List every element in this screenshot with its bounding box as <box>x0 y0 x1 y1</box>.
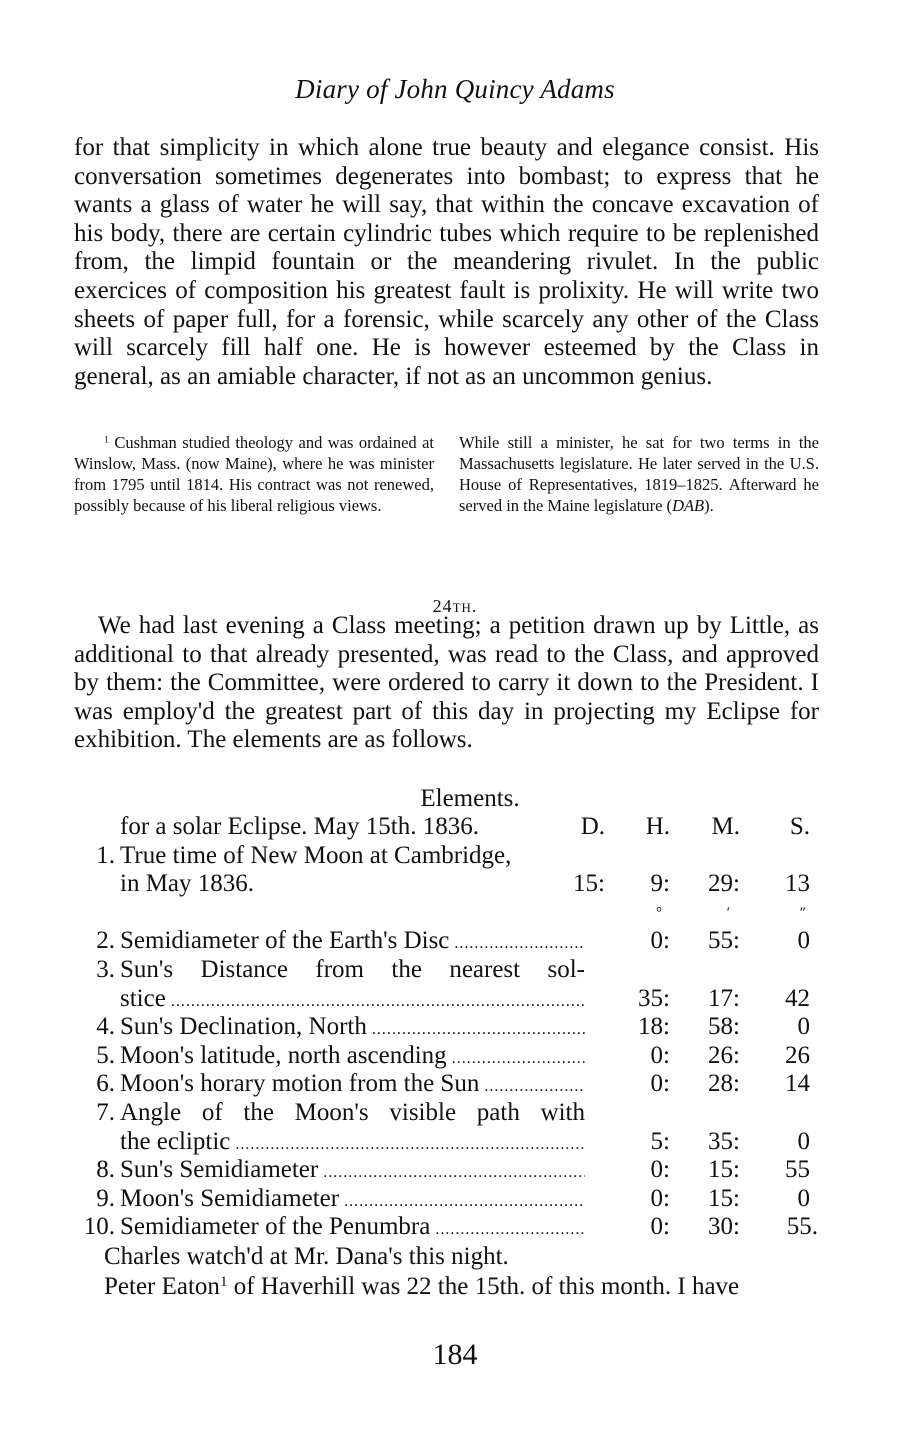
column-header-s: S. <box>789 813 810 840</box>
row-number: 8. <box>96 1156 115 1184</box>
table-row <box>0 842 910 871</box>
table-row <box>0 956 910 985</box>
row-number: 7. <box>96 1098 115 1126</box>
elements-title: Elements. <box>420 785 520 812</box>
table-subtitle: for a solar Eclipse. May 15th. 1836. <box>120 813 479 840</box>
row-number: 2. <box>96 927 115 955</box>
footnote-right-column <box>459 432 819 516</box>
degree-mark: ° <box>656 904 662 921</box>
row-number: 6. <box>96 1070 115 1098</box>
column-header-d: D. <box>580 813 605 840</box>
value-m: 55: <box>708 927 740 955</box>
table-row-continued <box>0 1128 910 1157</box>
value-s: 0 <box>797 1013 810 1041</box>
closing-line-1: Charles watch'd at Mr. Dana's this night. <box>104 1243 509 1270</box>
value-m: 35: <box>708 1127 740 1155</box>
row-label: the ecliptic ..... <box>120 1128 585 1160</box>
value-h: 0: <box>650 927 670 955</box>
table-row-continued <box>0 985 910 1014</box>
footnote-citation: DAB <box>672 496 705 515</box>
row-label: Sun's Declination, North ..... <box>120 1013 585 1045</box>
value-s: 0 <box>797 1127 810 1155</box>
entry-paragraph-text: We had last evening a Class meeting; a petition drawn up by Little, as additional to that already presented, was read to the Class, and approved by them: the Committee, were ordered to carry it down to the President. I was employ'd the greatest part of this day in projecting my Eclipse for exhibition. The elements are as follows. <box>74 612 819 754</box>
row-number: 4. <box>96 1013 115 1041</box>
value-m: 28: <box>708 1070 740 1098</box>
table-row <box>0 1042 910 1071</box>
value-m: 15: <box>708 1184 740 1212</box>
value-s: 55 <box>785 1156 810 1184</box>
row-label: in May 1836. <box>120 870 255 898</box>
closing-text <box>104 1242 819 1302</box>
value-h: 9: <box>650 870 670 898</box>
elements-table <box>0 813 910 1242</box>
row-label: Semidiameter of the Earth's Disc ..... <box>120 927 585 959</box>
value-m: 29: <box>708 870 740 898</box>
table-row <box>0 1013 910 1042</box>
row-number: 1. <box>96 841 115 869</box>
table-row <box>0 927 910 956</box>
closing-line-2 <box>104 1272 819 1302</box>
table-row-continued <box>0 870 910 899</box>
entry-date-heading: 24th. <box>432 596 478 616</box>
footnote-left-column <box>74 432 434 516</box>
row-number: 10. <box>83 1213 115 1241</box>
closing-line-2-end: of Haverhill was 22 the 15th. of this month. I have <box>227 1273 740 1300</box>
value-h: 0: <box>650 1213 670 1241</box>
value-h: 5: <box>650 1127 670 1155</box>
body-paragraph <box>74 134 819 391</box>
value-h: 0: <box>650 1070 670 1098</box>
footnote-left-text: Cushman studied theology and was ordained at Winslow, Mass. (now Maine), where he was minister from 1795 until 1814. His contract was not renewed, possibly because of his liberal religious views. <box>74 433 435 515</box>
row-label: Moon's horary motion from the Sun ..... <box>120 1070 585 1102</box>
closing-line-2-start: Peter Eaton <box>104 1273 220 1300</box>
table-row <box>0 1213 910 1242</box>
value-h: 35: <box>638 984 670 1012</box>
unit-marks-row <box>0 899 910 928</box>
footnote-right-end: ). <box>704 496 714 515</box>
footnote <box>74 432 819 516</box>
entry-paragraph <box>74 612 819 755</box>
row-label: Moon's latitude, north ascending ..... <box>120 1042 585 1074</box>
footnote-marker: 1 <box>104 434 109 446</box>
value-m: 30: <box>708 1213 740 1241</box>
row-label: Sun's Distance from the nearest sol- <box>120 955 585 983</box>
table-header-row <box>0 813 910 842</box>
row-label: Angle of the Moon's visible path with <box>120 1098 585 1126</box>
value-m: 15: <box>708 1156 740 1184</box>
row-label: Moon's Semidiameter ..... <box>120 1185 585 1217</box>
value-s: 55. <box>786 1213 818 1241</box>
value-h: 0: <box>650 1041 670 1069</box>
value-s: 14 <box>785 1070 810 1098</box>
body-paragraph-text: for that simplicity in which alone true beauty and elegance consist. His conversation sometimes degenerates into bombast; to express that he wants a glass of water he will say, that within the concave excavation of his body, there are certain cylindric tubes which require to be replenished from, the limpid fountain or the meandering rivulet. In the public exercices of composition his greatest fault is prolixity. He will write two sheets of paper full, for a forensic, while scarcely any other of the Class will scarcely fill half one. He is however esteemed by the Class in general, as an amiable character, if not as an uncommon genius. <box>74 134 819 390</box>
table-row <box>0 1099 910 1128</box>
footnote-right-text: While still a minister, he sat for two terms in the Massachusetts legislature. He later served in the U.S. House of Representatives, 1819–1825. Afterward he served in the Maine legislature ( <box>459 433 819 515</box>
value-s: 26 <box>785 1041 810 1069</box>
table-row <box>0 1070 910 1099</box>
table-row <box>0 1185 910 1214</box>
value-m: 17: <box>708 984 740 1012</box>
value-s: 42 <box>785 984 810 1012</box>
value-d: 15: <box>573 870 605 898</box>
row-label: Sun's Semidiameter ..... <box>120 1156 585 1188</box>
value-m: 58: <box>708 1013 740 1041</box>
value-s: 0 <box>797 1184 810 1212</box>
value-h: 0: <box>650 1184 670 1212</box>
row-label: Semidiameter of the Penumbra ..... <box>120 1213 585 1245</box>
column-header-h: H. <box>645 813 670 840</box>
row-label: True time of New Moon at Cambridge, <box>120 841 512 869</box>
second-mark: ″ <box>799 904 806 921</box>
row-number: 3. <box>96 955 115 983</box>
value-s: 13 <box>785 870 810 898</box>
value-m: 26: <box>708 1041 740 1069</box>
value-h: 18: <box>638 1013 670 1041</box>
value-h: 0: <box>650 1156 670 1184</box>
column-header-m: M. <box>711 813 740 840</box>
minute-mark: ′ <box>726 904 730 921</box>
row-number: 9. <box>96 1184 115 1212</box>
row-number: 5. <box>96 1041 115 1069</box>
page-number: 184 <box>432 1338 478 1371</box>
footnote-marker: 1 <box>219 1273 228 1290</box>
row-label: stice ..... <box>120 985 585 1017</box>
table-row <box>0 1156 910 1185</box>
running-head: Diary of John Quincy Adams <box>295 74 615 104</box>
value-s: 0 <box>797 927 810 955</box>
